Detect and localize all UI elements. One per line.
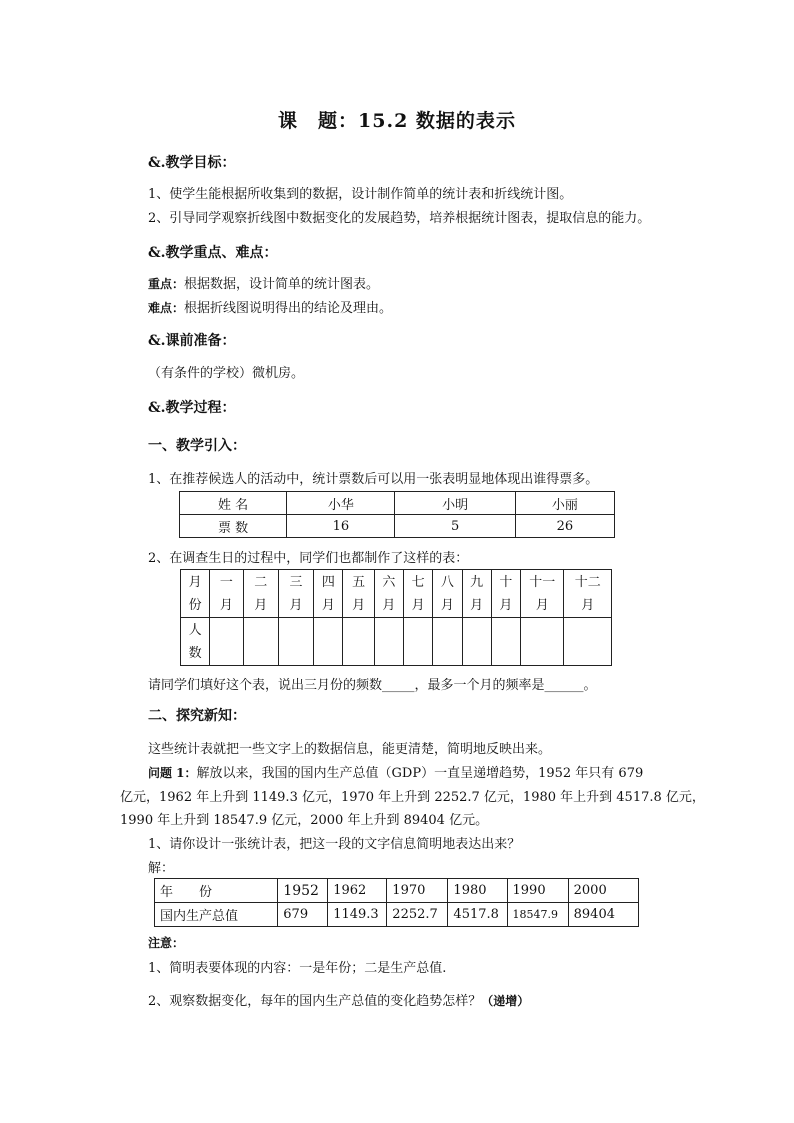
- gdp-year-cell: 1980: [448, 879, 507, 903]
- section-prep-heading: &.课前准备：: [148, 333, 236, 349]
- vote-header-cell: 小明: [395, 492, 515, 515]
- vote-header-cell: 小丽: [515, 492, 614, 515]
- vote-header-cell: 小华: [287, 492, 395, 515]
- birthday-blank-cell: [564, 618, 612, 666]
- difficult-point-text: 根据折线图说明得出的结论及理由。: [184, 301, 393, 316]
- part-two-heading: 二、探究新知：: [148, 708, 246, 724]
- objective-2: 2、引导同学观察折线图中数据变化的发展趋势，培养根据统计图表，提取信息的能力。: [148, 211, 651, 226]
- vote-count-cell: 5: [395, 515, 515, 538]
- month-cell: 六 月: [374, 570, 403, 618]
- vote-table: [179, 491, 615, 538]
- month-cell: 七 月: [404, 570, 433, 618]
- birthday-blank-cell: [314, 618, 343, 666]
- section-objectives-heading: &.教学目标：: [148, 155, 236, 171]
- prep-text: （有条件的学校）微机房。: [148, 366, 305, 381]
- fill-prompt: 请同学们填好这个表，说出三月份的频数_____，最多一个月的频率是______。: [148, 678, 597, 693]
- month-cell: 十二 月: [564, 570, 612, 618]
- birthday-month-row: [181, 570, 612, 618]
- vote-count-cell: 16: [287, 515, 395, 538]
- birthday-blank-cell: [243, 618, 278, 666]
- question-1-line-3: 1990 年上升到 18547.9 亿元，2000 年上升到 89404 亿元。: [120, 813, 489, 828]
- gdp-year-cell: 2000: [568, 879, 638, 903]
- birthday-blank-cell: [343, 618, 374, 666]
- section-key-heading: &.教学重点、难点：: [148, 245, 278, 261]
- vote-table-count-row: [180, 515, 615, 538]
- question-1-label: 问题 1：: [148, 766, 197, 780]
- note-2-line: [148, 990, 529, 1009]
- gdp-value-cell: 18547.9: [507, 903, 568, 927]
- vote-count-cell: 26: [515, 515, 614, 538]
- question-1-line-1: [148, 762, 643, 781]
- gdp-value-label-cell: 国内生产总值: [155, 903, 278, 927]
- difficult-point-line: [148, 297, 392, 316]
- note-label: 注意：: [148, 936, 185, 950]
- gdp-value-cell: 2252.7: [387, 903, 448, 927]
- explore-1: 这些统计表就把一些文字上的数据信息，能更清楚，简明地反映出来。: [148, 742, 552, 757]
- birthday-blank-cell: [404, 618, 433, 666]
- key-point-text: 根据数据，设计简单的统计图表。: [184, 277, 380, 292]
- gdp-table: [154, 878, 639, 927]
- intro-2: 2、在调查生日的过程中，同学们也都制作了这样的表：: [148, 551, 469, 566]
- section-process-heading: &.教学过程：: [148, 400, 236, 416]
- question-1-line-2: 亿元，1962 年上升到 1149.3 亿元，1970 年上升到 2252.7 亿元，1980 年上升到 4517.8 亿元，: [120, 790, 705, 805]
- page-title: 课 题：15.2 数据的表示: [278, 110, 516, 132]
- note-1: 1、简明表要体现的内容：一是年份；二是生产总值.: [148, 961, 447, 976]
- question-1-task: 1、请你设计一张统计表，把这一段的文字信息简明地表达出来？: [148, 837, 521, 852]
- gdp-value-row: [155, 903, 639, 927]
- gdp-year-cell: 1962: [328, 879, 387, 903]
- gdp-year-label-cell: 年 份: [155, 879, 278, 903]
- gdp-value-cell: 679: [278, 903, 328, 927]
- birthday-count-row: [181, 618, 612, 666]
- birthday-blank-cell: [210, 618, 243, 666]
- birthday-blank-cell: [491, 618, 520, 666]
- note-2-answer: （递增）: [481, 994, 530, 1008]
- birthday-count-label-cell: 人 数: [181, 618, 210, 666]
- month-cell: 九 月: [462, 570, 491, 618]
- month-cell: 十 月: [491, 570, 520, 618]
- intro-1: 1、在推荐候选人的活动中，统计票数后可以用一张表明显地体现出谁得票多。: [148, 472, 599, 487]
- vote-header-cell: 姓 名: [180, 492, 287, 515]
- gdp-value-cell: 4517.8: [448, 903, 507, 927]
- month-cell: 十一 月: [521, 570, 564, 618]
- month-cell: 四 月: [314, 570, 343, 618]
- birthday-blank-cell: [462, 618, 491, 666]
- gdp-year-cell: 1970: [387, 879, 448, 903]
- gdp-year-cell: 1990: [507, 879, 568, 903]
- gdp-value-cell: 1149.3: [328, 903, 387, 927]
- month-cell: 八 月: [433, 570, 462, 618]
- birthday-blank-cell: [433, 618, 462, 666]
- month-cell: 三 月: [278, 570, 313, 618]
- birthday-blank-cell: [278, 618, 313, 666]
- vote-table-header-row: [180, 492, 615, 515]
- gdp-value-cell: 89404: [568, 903, 638, 927]
- birthday-blank-cell: [374, 618, 403, 666]
- key-point-label: 重点：: [148, 277, 185, 291]
- solution-label: 解：: [148, 861, 175, 876]
- gdp-year-cell: 1952: [278, 879, 328, 903]
- question-1-text: 解放以来，我国的国内生产总值（GDP）一直呈递增趋势，1952 年只有 679: [196, 766, 644, 781]
- part-one-heading: 一、教学引入：: [148, 438, 246, 454]
- month-cell: 一 月: [210, 570, 243, 618]
- vote-count-cell: 票 数: [180, 515, 287, 538]
- key-point-line: [148, 273, 379, 292]
- difficult-point-label: 难点：: [148, 301, 185, 315]
- objective-1: 1、使学生能根据所收集到的数据，设计制作简单的统计表和折线统计图。: [148, 187, 573, 202]
- birthday-blank-cell: [521, 618, 564, 666]
- birthday-month-label-cell: 月 份: [181, 570, 210, 618]
- note-2-text: 2、观察数据变化，每年的国内生产总值的变化趋势怎样？: [148, 994, 482, 1009]
- month-cell: 五 月: [343, 570, 374, 618]
- month-cell: 二 月: [243, 570, 278, 618]
- birthday-table: [180, 569, 612, 666]
- gdp-year-row: [155, 879, 639, 903]
